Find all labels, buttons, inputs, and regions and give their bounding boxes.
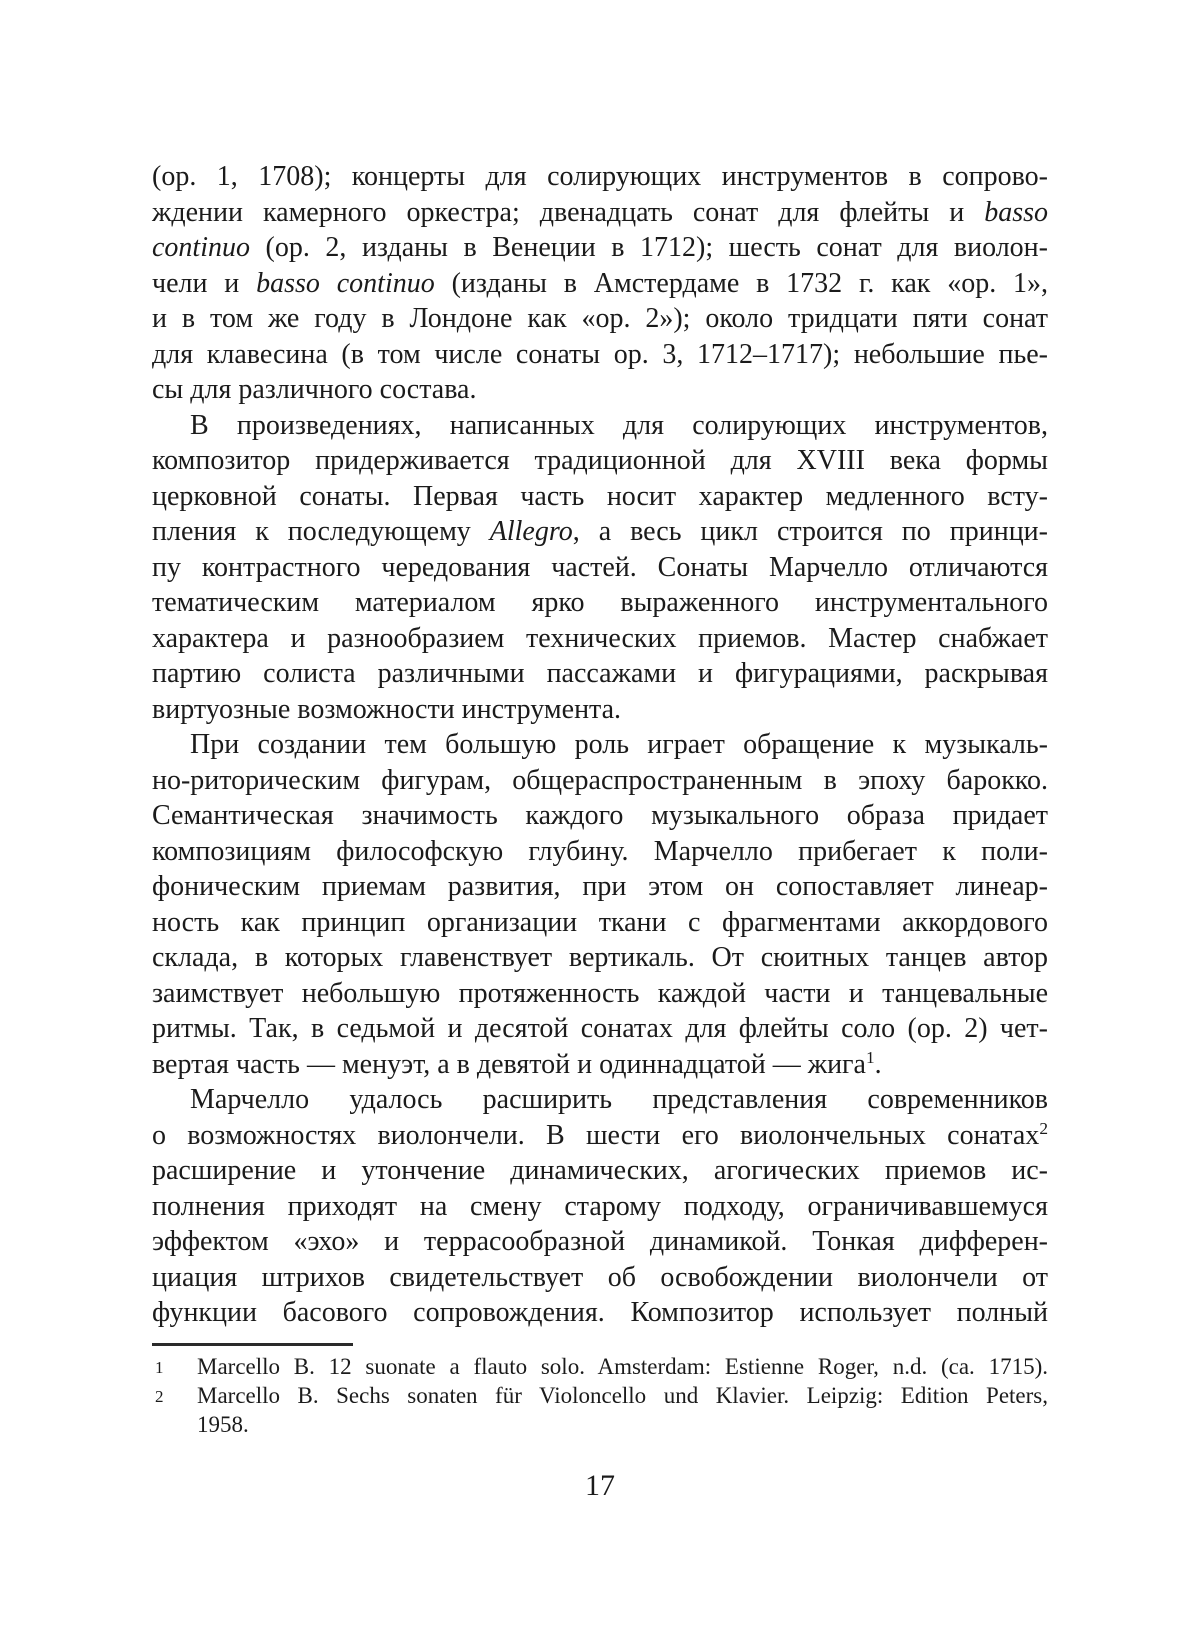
text-line — [152, 337, 1048, 373]
text-segment: Марчелло удалось расширить представления современников — [190, 1084, 1048, 1115]
text-segment: композициям философскую глубину. Марчелло прибегает к поли- — [152, 835, 1048, 867]
italic-text: basso — [984, 196, 1048, 228]
text-line — [152, 301, 1048, 337]
text-segment: пления к последующему — [152, 516, 490, 547]
text-line — [152, 408, 1048, 444]
italic-text: basso continuo — [256, 267, 435, 299]
text-body — [152, 159, 1048, 1331]
text-segment: эффектом «эхо» и террасообразной динамикой. Тонкая дифферен- — [152, 1226, 1048, 1257]
paragraph — [152, 1082, 1048, 1331]
text-line — [152, 656, 1048, 692]
paragraph — [152, 159, 1048, 408]
paragraph — [152, 408, 1048, 728]
text-line — [152, 443, 1048, 479]
text-segment: полнения приходят на смену старому подходу, ограничивавшемуся — [152, 1190, 1048, 1222]
text-segment: и в том же году в Лондоне как «ор. 2»); около тридцати пяти сонат — [152, 303, 1048, 334]
text-line — [152, 1011, 1048, 1047]
text-line — [152, 266, 1048, 302]
page-number: 17 — [585, 1469, 615, 1502]
text-segment: ность как принцип организации ткани с фрагментами аккордового — [152, 906, 1048, 938]
text-line — [152, 550, 1048, 586]
text-line — [152, 1082, 1048, 1118]
text-segment: вертая часть — менуэт, а в девятой и одиннадцатой — жига — [152, 1048, 866, 1080]
text-segment: склада, в которых главенствует вертикаль. От сюитных танцев автор — [152, 942, 1048, 973]
text-line — [152, 692, 1048, 728]
text-segment: виртуозные возможности инструмента. — [152, 693, 622, 725]
text-segment: тематическим материалом ярко выраженного инструментального — [152, 587, 1048, 618]
text-line — [152, 976, 1048, 1012]
text-line — [152, 1153, 1048, 1189]
text-line — [152, 798, 1048, 834]
text-line — [152, 230, 1048, 266]
text-segment: характера и разнообразием технических приемов. Мастер снабжает — [152, 622, 1048, 654]
text-line — [152, 479, 1048, 515]
text-segment: сы для различного состава. — [152, 374, 477, 405]
text-segment: партию солиста различными пассажами и фигурациями, раскрывая — [152, 658, 1048, 689]
footnote-marker: 1 — [155, 1358, 164, 1377]
text-line — [152, 834, 1048, 870]
text-line — [152, 195, 1048, 231]
text-line — [152, 1118, 1048, 1154]
text-line — [152, 1260, 1048, 1296]
footnote-marker: 2 — [155, 1387, 164, 1406]
footnote-text — [197, 1381, 1048, 1439]
text-segment: ждении камерного оркестра; двенадцать сонат для флейты и — [152, 196, 985, 228]
footnote-line: Marcello B. Sechs sonaten für Violoncello und Klavier. Leipzig: Edition Peters, — [197, 1383, 1048, 1408]
footnote-line: 1958. — [197, 1412, 249, 1437]
text-segment: ритмы. Так, в седьмой и десятой сонатах для флейты соло (ор. 2) чет- — [152, 1013, 1048, 1044]
text-segment: Семантическая значимость каждого музыкального образа придает — [152, 800, 1048, 831]
text-segment: заимствует небольшую протяженность каждой части и танцевальные — [152, 977, 1048, 1009]
text-line — [152, 727, 1048, 763]
text-segment: В произведениях, написанных для солирующих инструментов, — [190, 409, 1048, 441]
text-segment: . — [874, 1048, 882, 1080]
text-segment: композитор придерживается традиционной для XVIII века формы — [152, 445, 1048, 476]
text-line — [152, 1047, 1048, 1083]
text-line — [152, 159, 1048, 195]
text-segment: функции басового сопровождения. Композитор использует полный — [152, 1297, 1048, 1328]
text-segment: расширение и утончение динамических, агогических приемов ис- — [152, 1155, 1048, 1186]
text-segment: для клавесина (в том числе сонаты ор. 3, 1712–1717); небольшие пье- — [152, 338, 1048, 370]
footnote-reference: 1 — [865, 1047, 875, 1067]
text-line — [152, 940, 1048, 976]
paragraph — [152, 727, 1048, 1082]
text-segment: (ор. 2, изданы в Венеции в 1712); шесть сонат для виолон- — [250, 232, 1048, 263]
footnote-reference: 2 — [1039, 1118, 1048, 1138]
text-segment: чели и — [152, 267, 257, 299]
text-line — [152, 1295, 1048, 1331]
text-segment: (ор. 1, 1708); концерты для солирующих инструментов в сопрово- — [152, 161, 1048, 192]
text-line — [152, 905, 1048, 941]
text-line — [152, 1224, 1048, 1260]
text-segment: циация штрихов свидетельствует об освобождении виолончели от — [152, 1261, 1048, 1293]
text-segment: церковной сонаты. Первая часть носит характер медленного всту- — [152, 480, 1048, 512]
text-line — [152, 372, 1048, 408]
italic-text: Allegro — [489, 516, 573, 547]
text-line — [152, 514, 1048, 550]
footnote-text — [197, 1352, 1048, 1381]
footnotes — [152, 1352, 1048, 1439]
text-segment: пу контрастного чередования частей. Сонаты Марчелло отличаются — [152, 551, 1048, 583]
text-segment: При создании тем большую роль играет обращение к музыкаль- — [190, 729, 1048, 760]
italic-text: continuo — [152, 232, 250, 263]
footnote-line: Marcello B. 12 suonate a flauto solo. Amsterdam: Estienne Roger, n.d. (ca. 1715). — [197, 1354, 1048, 1379]
footnote-separator — [152, 1343, 353, 1346]
text-line — [152, 869, 1048, 905]
text-line — [152, 763, 1048, 799]
text-line — [152, 1189, 1048, 1225]
text-segment: , а весь цикл строится по принци- — [572, 516, 1048, 547]
text-segment: но-риторическим фигурам, общераспространенным в эпоху барокко. — [152, 764, 1048, 796]
text-line — [152, 621, 1048, 657]
text-segment: (изданы в Амстердаме в 1732 г. как «ор. 1», — [434, 267, 1049, 299]
text-line — [152, 585, 1048, 621]
footnote — [152, 1381, 1048, 1439]
text-segment: о возможностях виолончели. В шести его виолончельных сонатах — [152, 1119, 1040, 1151]
footnote — [152, 1352, 1048, 1381]
text-segment: фоническим приемам развития, при этом он сопоставляет линеар- — [152, 871, 1048, 902]
